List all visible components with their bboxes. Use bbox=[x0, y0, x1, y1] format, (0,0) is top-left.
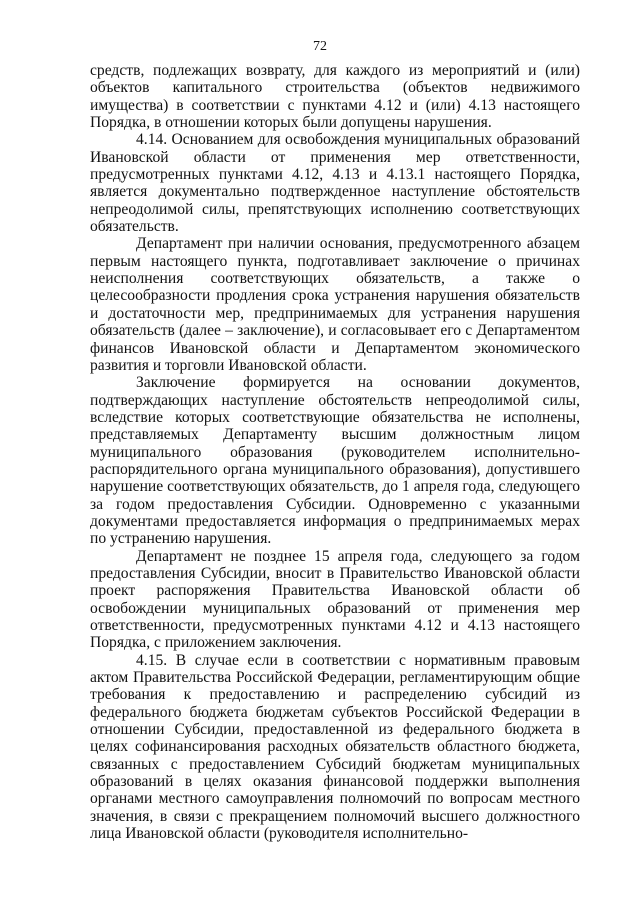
paragraph-department-deadline: Департамент не позднее 15 апреля года, следующего за годом предоставления Субсидии, вносит в Правительство Ивановской области проект распоряжения Правительства Ивановской области об освобождении муниципальных образований от применения мер ответственности, предусмотренных пунктами 4.12 и 4.13 настоящего Порядка, с приложением заключения. bbox=[90, 547, 580, 652]
page-number: 72 bbox=[313, 39, 327, 54]
body-text bbox=[90, 62, 580, 842]
paragraph-4-14: 4.14. Основанием для освобождения муниципальных образований Ивановской области от применения мер ответственности, предусмотренных пунктами 4.12, 4.13 и 4.13.1 настоящего Порядка, является документально подтвержденное наступление обстоятельств непреодолимой силы, препятствующих исполнению соответствующих обязательств. bbox=[90, 131, 580, 236]
paragraph-continuation: средств, подлежащих возврату, для каждого из мероприятий и (или) объектов капитального строительства (объектов недвижимого имущества) в соответствии с пунктами 4.12 и (или) 4.13 настоящего Порядка, в отношении которых были допущены нарушения. bbox=[90, 62, 580, 132]
paragraph-conclusion-formation: Заключение формируется на основании документов, подтверждающих наступление обстоятельств непреодолимой силы, вследствие которых соответствующие обязательства не исполнены, представляемых Департаменту высшим должностным лицом муниципального образования (руководителем исполнительно-распорядительного органа муниципального образования), допустившего нарушение соответствующих обязательств, до 1 апреля года, следующего за годом предоставления Субсидии. Одновременно с указанными документами предоставляется информация о предпринимаемых мерах по устранению нарушения. bbox=[90, 374, 580, 548]
paragraph-4-15: 4.15. В случае если в соответствии с нормативным правовым актом Правительства Российской Федерации, регламентирующим общие требования к предоставлению и распределению субсидий из федерального бюджета бюджетам субъектов Российской Федерации в отношении Субсидии, предоставленной из федерального бюджета в целях софинансирования расходных обязательств областного бюджета, связанных с предоставлением Субсидий бюджетам муниципальных образований в целях оказания финансовой поддержки выполнения органами местного самоуправления полномочий по вопросам местного значения, в связи с прекращением полномочий высшего должностного лица Ивановской области (руководителя исполнительно- bbox=[90, 651, 580, 843]
paragraph-department-conclusion: Департамент при наличии основания, предусмотренного абзацем первым настоящего пункта, подготавливает заключение о причинах неисполнения соответствующих обязательств, а также о целесообразности продления срока устранения нарушения обязательств и достаточности мер, предпринимаемых для устранения нарушения обязательств (далее – заключение), и согласовывает его с Департаментом финансов Ивановской области и Департаментом экономического развития и торговли Ивановской области. bbox=[90, 235, 580, 374]
